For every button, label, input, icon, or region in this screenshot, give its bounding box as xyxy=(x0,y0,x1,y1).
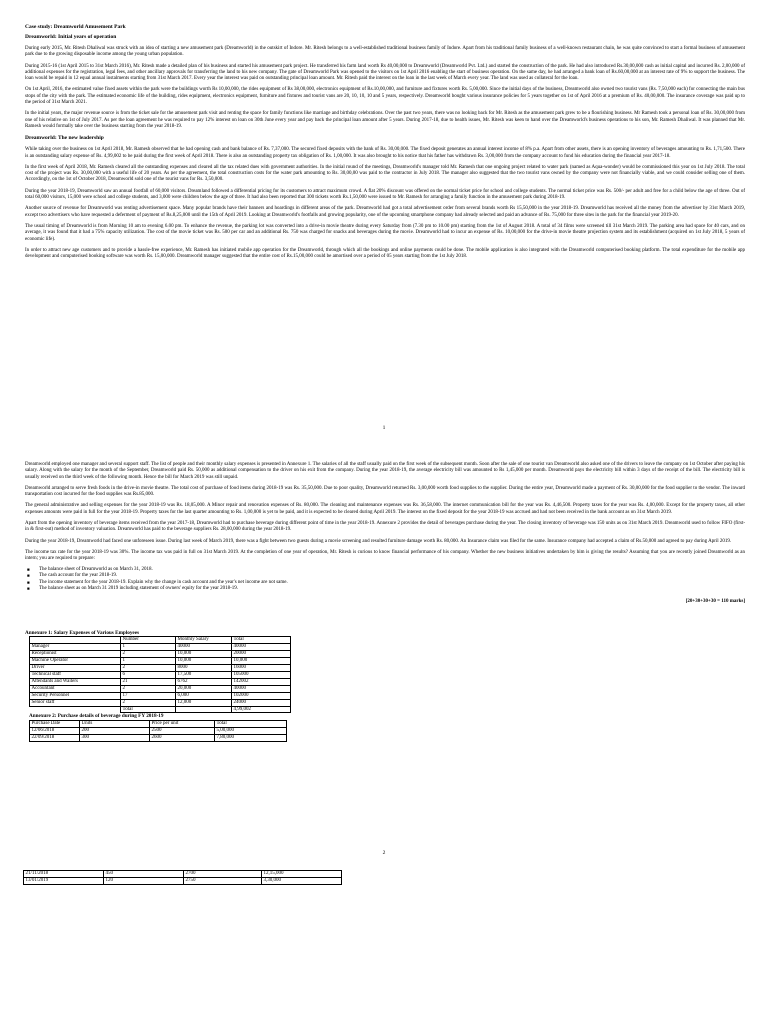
paragraph: Another source of revenue for Dreamworld was renting advertisement space. Many popular brands have their banners and hoardings in different areas of the park. Dreamworld had got a total advertisement order from several brands worth Rs 15,50,000 in the year 2018-19. Dreamworld has received all the money from the advertiser by 31st March 2019, except two advertisers who have requested a deferment of payment of Rs.8,25,000 until the 15th of April 2019. Looking at Dreamworld's footfalls and growing popularity, one of the upcoming smartphone company had already selected and paid an advance of Rs. 75,000 for three sites in the park for the financial year 2019-20. xyxy=(25,206,745,218)
table-cell: 105000 xyxy=(232,671,291,678)
table-row xyxy=(30,644,291,651)
table-cell: 7,80,000 xyxy=(215,734,287,741)
table-row xyxy=(30,678,291,685)
paragraph: The general administrative and selling expenses for the year 2018-19 was Rs. 18,05,000. A Minor repair and renovation expenses of Rs. 80,000. The cleaning and maintenance expenses was Rs. 36,58,000. The internet communication bill for the year was Rs. 4,46,500. Property taxes for the year was Rs. 4,00,000. Except for the property taxes, all other expenses amounts were paid in full for the year 2018-19. Property taxes for the last quarter amounting to Rs. 1,00,000 is yet to be paid, and it is expected to be cleared during April 2019. The interest on the fixed deposit for the year 2018-19 was accrued and had not been received in the bank account as on 31st March 2019. xyxy=(25,503,745,515)
list-item: ■ The balance sheet of Dreamworld as on March 31, 2018. xyxy=(39,567,745,574)
table-cell: Driver xyxy=(30,665,121,672)
table-cell: 22/09/2018 xyxy=(30,734,80,741)
table-cell: 2 xyxy=(121,651,176,658)
table-row xyxy=(30,685,291,692)
paragraph: In the first week of April 2018, Mr. Ramesh cleared all the outstanding expenses and cleared all the tax related dues with government authorities. In the initial round of the meetings, Dreamworld's manager told Mr. Ramesh that one ongoing project related to water park (named as Aqua-wonder) would be commissioned this year on 1st July 2018. The total cost of the project was Rs. 30,00,000 with a useful life of 20 years. As per the agreement, the total construction costs for the water park amounting to Rs. 30,00,00 was paid to the contractor in July 2018. The manager also suggested that the two tourist vans owned by the company were not financially viable, and we could consider selling one of them. Accordingly, on the 1st of October 2018, Dreamworld sold one of the tourist vans for Rs. 3,50,000. xyxy=(25,164,745,183)
table-cell: 12,15,000 xyxy=(262,871,342,878)
table-cell: Senior staff xyxy=(30,699,121,706)
table-row xyxy=(30,651,291,658)
paragraph: The usual timing of Dreamworld is from Morning 10 am to evening 6.00 pm. To enhance the revenue, the parking lot was converted into a drive-in movie theatre during every Saturday from (7.30 pm to 10.00 pm) starting from the 1st of August 2018. A total of 34 films were screened till 31st March 2019. The parking area had space for 40 cars, and on average, it was found that it had a 75% capacity utilization. The cost of the movie ticket was Rs. 500 per car and an additional Rs. 750 was charged for snacks and beverages during the movie. Dreamworld had to incur an expense of Rs. 10,00,000 for the drive-in movie theatre projection system and its establishment (acquired on 1st July 2018, 5 years of economic life). xyxy=(25,223,745,242)
paragraph: While taking over the business on 1st April 2018, Mr. Ramesh observed that he had opening cash and bank balance of Rs. 7,37,000. The secured fixed deposits with the bank of Rs. 30,00,000. The fixed deposit generates an annual interest income of 8% p.a. Apart from other assets, there is an opening inventory of beverages amounting to Rs. 1,71,500. There is an outstanding salary expense of Rs. 4,99,002 to be paid during the first week of April 2018. There is also an outstanding property tax obligation of Rs. 1,00,000. It was also brought to his notice that his father has withdrawn Rs. 3,00,000 from the company account to fund his education during the financial year 2017-18. xyxy=(25,147,745,159)
table-cell: 1 xyxy=(121,644,176,651)
table-cell: 16000 xyxy=(232,665,291,672)
table-cell: 5,00,000 xyxy=(215,727,287,734)
table-cell: 12/06/2018 xyxy=(30,727,80,734)
requirements-list xyxy=(25,567,745,593)
table-row xyxy=(30,734,287,741)
section-heading-initial-years: Dreamworld: Initial years of operation xyxy=(25,34,117,40)
paragraph: The income tax rate for the year 2018-19 was 30%. The income tax was paid in full on 31st March 2019. At the completion of one year of operation, Mr. Ritesh is curious to know financial performance of his company. Whether the new business initiatives undertaken by him is giving the results? Assuming that you are recently joined Dreamworld as an intern; you are required to prepare: xyxy=(25,549,745,562)
table-cell: 10,000 xyxy=(176,651,232,658)
table-row xyxy=(30,665,291,672)
table-cell: 20,000 xyxy=(176,685,232,692)
section-heading-new-leadership: Dreamworld: The new leadership xyxy=(25,135,104,142)
table-cell: 200 xyxy=(80,727,150,734)
list-item: ■ The balance sheet as on March 31 2019 including statement of owners' equity for the year 2018-19. xyxy=(39,586,745,593)
table-row xyxy=(30,671,291,678)
table-header-row xyxy=(30,637,291,644)
table-cell: 40000 xyxy=(176,644,232,651)
table-header: Total xyxy=(232,637,291,644)
table-cell: Accountant xyxy=(30,685,121,692)
page-3-content xyxy=(25,870,745,885)
table-cell: 2750 xyxy=(184,877,262,884)
table-cell: 6762 xyxy=(176,678,232,685)
paragraph: During the year 2018-19, Dreamworld saw an annual footfall of 60,000 visitors. Dreamland followed a differential pricing for its customers to attract maximum crowd. A flat 20% discount was offered on the normal ticket price for school and college students. The normal ticket price was Rs. 500/- per adult and free for a child below the age of three. Out of total 60,000 visitors, 15,000 were school and college students, and 3,000 were children below the age of three. It had also been reported that 300 tickets worth Rs.1,50,000 were issued to Mr. Ramesh for arranging a family function in the amusement park during 2018-19. xyxy=(25,188,745,201)
table-cell: 12,000 xyxy=(176,699,232,706)
table-row xyxy=(24,871,342,878)
table-cell: Security Personnel xyxy=(30,692,121,699)
table-cell: 17 xyxy=(121,692,176,699)
table-cell: Machine Operator xyxy=(30,658,121,665)
table-cell: 8000 xyxy=(176,665,232,672)
paragraph: Dreamworld employed one manager and several support staff. The list of people and their monthly salary expenses is presented in Annexure 1. The salaries of all the staff usually paid on the first week of the subsequent month. Soon after the sale of one tourist van Dreamworld also asked one of the drivers to leave the company on 1st October after paying his salary. Along with the salary for the month of the September, Dreamworld paid Rs. 50,000 as additional compensation to the driver on his exit from the company. During the year 2018-19, the average electricity bill was amounted to Rs 1,45,000 per month. Dreamworld pays the electricity bill within 3 days of the receipt of the bill. The electricity bill is usually received on the third week of the following month. Hence the bill for March 2019 was still unpaid. xyxy=(25,462,745,480)
table-row xyxy=(30,699,291,706)
table-cell: 13/01/2019 xyxy=(24,877,104,884)
table-cell: 2600 xyxy=(150,734,215,741)
table-total-row xyxy=(30,706,291,713)
paragraph: Dreamworld arranged to serve fresh foods in the drive-in movie theatre. The total cost of purchase of food items during 2018-19 was Rs. 35,50,000. Due to poor quality, Dreamworld returned Rs. 3,00,000 worth food supplies to the supplier. During the entire year, Dreamworld made a payment of Rs. 30,00,000 for the food supplier to the vendor. The inward transportation cost incurred for the food supplies was Rs.85,000. xyxy=(25,485,745,498)
table-cell: 2 xyxy=(121,685,176,692)
table-cell: 1 xyxy=(121,658,176,665)
table-cell: 120 xyxy=(104,877,184,884)
table-cell: 6,000 xyxy=(176,692,232,699)
table-cell: 2500 xyxy=(150,727,215,734)
paragraph: In order to attract new age customers and to provide a hassle-free experience, Mr. Ramesh has initiated mobile app operation for the Dreamworld, through which all the bookings and online payments could be done. The mobile application is also integrated with the Dreamworld computerised booking platform. The total expenditure for the mobile app development and computerised booking software was worth Rs. 15,00,000. Dreamworld manager suggested that the entire cost of Rs.15,00,000 could be amortised over a period of 05 years starting from the 1st July 2018. xyxy=(25,247,745,260)
paragraph: During the year 2018-19, Dreamworld had faced one unforeseen issue. During last week of March 2019, there was a fight between two guests during a movie screening and resulted furniture damage worth Rs. 80,000. An Insurance claim was filed for the same. Insurance company had accepted a claim of Rs.50,000 and agreed to pay during April 2019. xyxy=(25,538,732,544)
table-cell: 10,000 xyxy=(176,658,232,665)
table-header: Monthly Salary xyxy=(176,637,232,644)
page-number: 1 xyxy=(382,425,386,431)
annexure-2-title: Annexure 2: Purchase details of beverage during FY 2018-19 xyxy=(29,713,164,720)
paragraph: Apart from the opening inventory of beverage items received from the year 2017-18, Dreamworld had to purchase beverage during different point of time in the year 2018-19. Annexure 2 provides the detail of beverages purchase during the year. The closing inventory of beverage was 150 units as on 31st March 2019. Dreamworld used to follow FIFO (first-in & first-out) method of inventory valuation. Dreamworld has paid to the beverage suppliers Rs. 28,00,000 during the year 2018-19. xyxy=(25,521,745,533)
table-row xyxy=(30,692,291,699)
table-cell: 300 xyxy=(80,734,150,741)
table-cell: 2700 xyxy=(184,871,262,878)
total-label: Total xyxy=(121,706,176,713)
table-header: Price per unit xyxy=(150,720,215,727)
table-cell: 2 xyxy=(121,699,176,706)
table-cell: 10,000 xyxy=(232,658,291,665)
table-cell: 40000 xyxy=(232,685,291,692)
table-cell: 142002 xyxy=(232,678,291,685)
table-row xyxy=(30,727,287,734)
case-study-title: Case study: Dreamworld Amusement Park xyxy=(25,24,126,30)
paragraph: In the initial years, the major revenue source is from the ticket sale for the amusement park visit and renting the space for family functions like marriage and birthday celebrations. Over the past two years, there was no looking back for Mr. Ritesh as the amusement park grew to be a flourishing business. Mr Ramesh took a personal loan of Rs. 30,00,000 from one of his relative on 1st of July 2017. As per the loan agreement he was required to pay 12% interest on loan on 30th June every year and pay back the principal loan amount after 5 years. During 2017-18, due to health issues, Mr. Ritesh was keen to hand over the Dreamworld's business operations to his son, Mr. Ramesh Dhaliwal. It was planned that Mr. Ramesh would formally take over the business starting from the year 2018-19. xyxy=(25,111,745,129)
table-row xyxy=(30,658,291,665)
table-row xyxy=(24,877,342,884)
table-cell: 20000 xyxy=(232,651,291,658)
table-cell: 24000 xyxy=(232,699,291,706)
table-cell: 450 xyxy=(104,871,184,878)
table-cell: 40000 xyxy=(232,644,291,651)
table-header: Total xyxy=(215,720,287,727)
table-header: Units xyxy=(80,720,150,727)
list-item: ■ The cash account for the year 2018-19. xyxy=(39,573,745,580)
table-cell: 21/11/2018 xyxy=(24,871,104,878)
page-2-content xyxy=(25,462,745,742)
annexure-1-title: Annexure 1: Salary Expenses of Various Employees xyxy=(25,629,140,636)
page-1-content xyxy=(25,24,745,260)
table-cell: Manager xyxy=(30,644,121,651)
page-number: 2 xyxy=(382,850,386,856)
paragraph: During early 2015, Mr. Ritesh Dhaliwal was struck with an idea of starting a new amusement park (Dreamworld) in the outskirt of Indore. Mr. Ritesh belongs to a well-established traditional business family of Indore. Apart from his traditional family business of a well-known restaurant chain, he was quite convinced to start a formal business of amusement park due to the growing disposable income among the young urban population. xyxy=(25,46,745,58)
table-cell: Receptionist xyxy=(30,651,121,658)
table-cell: 21 xyxy=(121,678,176,685)
table-cell: Attendants and Waiters xyxy=(30,678,121,685)
table-header: Number xyxy=(121,637,176,644)
table-header-row xyxy=(30,720,287,727)
table-cell: 2 xyxy=(121,665,176,672)
salary-table xyxy=(29,636,291,713)
table-cell: 17,500 xyxy=(176,671,232,678)
marks-allocation: [20+30+30+30 = 110 marks] xyxy=(685,598,745,604)
table-header xyxy=(30,637,121,644)
paragraph: During 2015-16 (1st April 2015 to 31st March 2016), Mr. Ritesh made a detailed plan of his business and started his amusement park project. He transferred his farm land worth Rs 40,00,000 to Dreamworld (Dreamworld Pvt. Ltd.) and started the construction of the park. He had also introduced Rs.30,00,000 cash as initial capital and incurred Rs. 2,00,000 of additional expenses for the registration, legal fees, and other ancillary approvals for transferring the land to his new company. The gate of Dreamworld Park was opened to the visitors on 1st April 2016 enabling the start of business operation. On the same day, he had arranged a bank loan of Rs.60,00,000 at an interest rate of 9% to support the business. The loan would be repaid in 12 equal annual instalments starting from 31st March 2017. Every year the interest was paid on outstanding principal loan amount. Mr. Ritesh paid the interest on the loan in the last week of March every year. The land was used as collateral for the loan. xyxy=(25,63,745,82)
beverage-purchase-table-continued xyxy=(23,870,342,885)
table-cell: 3,30,000 xyxy=(262,877,342,884)
table-cell: Technical staff xyxy=(30,671,121,678)
table-cell: 6 xyxy=(121,671,176,678)
paragraph: On 1st April, 2016, the estimated value fixed assets within the park were the buildings worth Rs 10,00,000, the rides equipment of Rs 38,00,000, electronics equipment of Rs.10,00,000, and furniture and fixtures worth Rs. 5,00,000. Since the initial days of the business, Dreamworld also owned two tourist vans (Rs. 7,50,000 each) for connecting the main bus stops of the city with the park. The estimated economic life of the building, rides equipment, electronics equipment, furniture and fixtures and tourist vans are 20, 10, 10, 10 and 5 years, respectively. Dreamworld bought various insurance policies for 5 years together on 1st of April 2016 at a premium of Rs. 40,00,000. The insurance coverage was paid up to the period of 31st March 2021. xyxy=(25,87,745,106)
table-header: Purchase Date xyxy=(30,720,80,727)
list-item: ■ The income statement for the year 2018-19. Explain why the change in cash account and the year's net income are not same. xyxy=(39,580,745,587)
total-value: 4,99,002 xyxy=(232,706,291,713)
table-cell: 102000 xyxy=(232,692,291,699)
beverage-purchase-table xyxy=(29,720,287,742)
